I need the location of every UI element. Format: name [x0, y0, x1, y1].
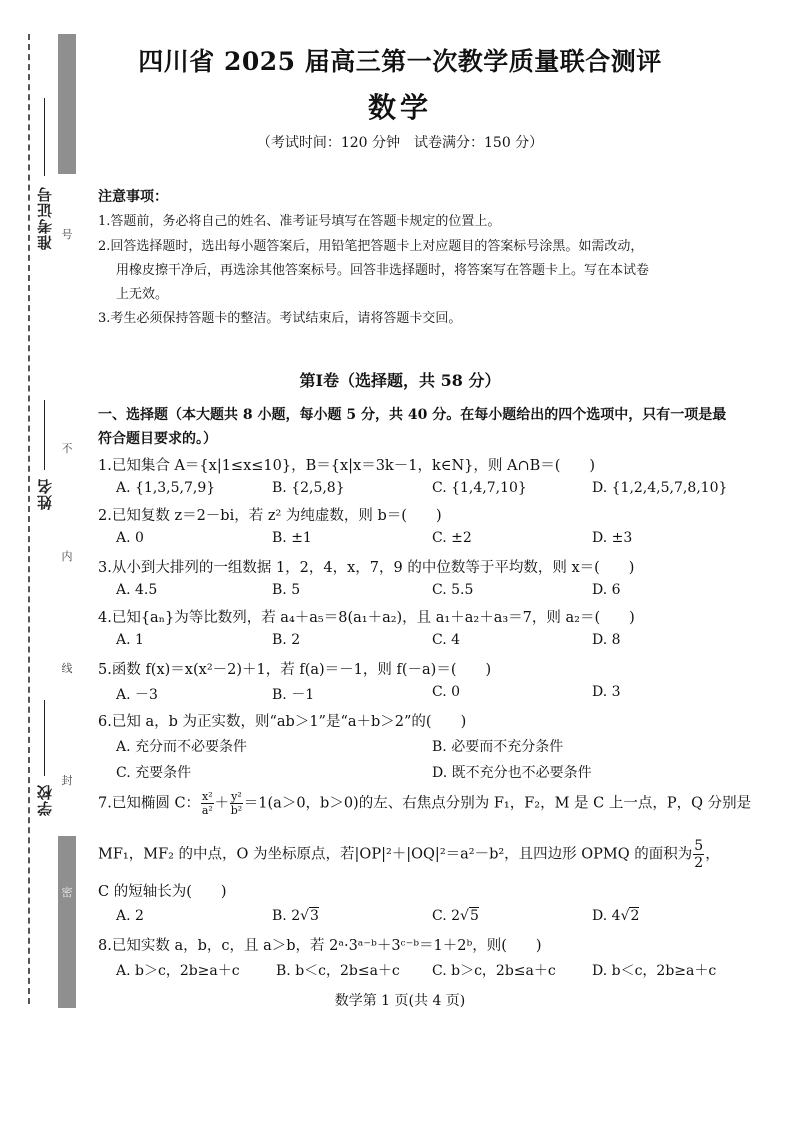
notice-title: 注意事项： [98, 189, 168, 205]
q6-option-b: B. 必要而不充分条件 [432, 739, 564, 755]
section-intro: 符合题目要求的。） [98, 431, 217, 447]
page-footer: 数学第 1 页(共 4 页) [334, 993, 466, 1009]
q7-option-c: C. 2√5 [432, 908, 479, 924]
question-1-stem: 1.已知集合 A＝{x|1≤x≤10}，B＝{x|x＝3k－1，k∈N}，则 A∩B＝( ) [98, 458, 596, 474]
q2-option-b: B. ±1 [272, 530, 312, 546]
seal-char: 封 [61, 774, 73, 787]
exam-info: （考试时间：120 分钟 试卷满分：150 分） [256, 135, 544, 151]
question-7-line-2: MF₁，MF₂ 的中点，O 为坐标原点，若|OP|²＋|OQ|²＝a²－b²，且四边形 OPMQ 的面积为 $\frac{5}{2}$ ， [98, 838, 720, 871]
q3-option-c: C. 5.5 [432, 582, 474, 598]
q6-option-c: C. 充要条件 [116, 765, 192, 781]
q7-stem-start: 7.已知椭圆 C： [98, 795, 201, 812]
q1-option-b: B. {2,5,8} [272, 480, 345, 496]
q4-option-c: C. 4 [432, 632, 461, 648]
school-label: 学校 [36, 784, 54, 816]
q7-option-d: D. 4√2 [592, 908, 640, 924]
question-7-line-3: C 的短轴长为( ) [98, 884, 227, 900]
q4-option-a: A. 1 [116, 632, 144, 648]
subject-title: 数学 [367, 91, 432, 124]
q5-option-b: B. －1 [272, 687, 315, 703]
question-3-stem: 3.从小到大排列的一组数据 1，2，4，x，7，9 的中位数等于平均数，则 x＝( ) [98, 560, 635, 576]
q6-option-a: A. 充分而不必要条件 [116, 739, 248, 755]
binding-dashed-line [28, 34, 30, 1004]
margin-gray-bar [58, 836, 76, 1008]
school-write-line [44, 700, 45, 776]
notice-item: 1.答题前，务必将自己的姓名、准考证号填写在答题卡规定的位置上。 [98, 214, 501, 229]
question-6-stem: 6.已知 a，b 为正实数，则“ab＞1”是“a＋b＞2”的( ) [98, 714, 467, 730]
question-4-stem: 4.已知{aₙ}为等比数列，若 a₄＋a₅＝8(a₁＋a₂)，且 a₁＋a₂＋a₃＝7，则 a₂＝( ) [98, 610, 635, 626]
q4-option-b: B. 2 [272, 632, 301, 648]
question-2-stem: 2.已知复数 z＝2－bi，若 z² 为纯虚数，则 b＝( ) [98, 508, 442, 524]
q5-option-a: A. －3 [116, 687, 158, 703]
section-intro: 一、选择题（本大题共 8 小题，每小题 5 分，共 40 分。在每小题给出的四个选项中，只有一项是最 [98, 407, 727, 423]
q2-option-d: D. ±3 [592, 530, 633, 546]
q8-option-c: C. b＞c，2b≤a＋c [432, 963, 556, 979]
q1-option-c: C. {1,4,7,10} [432, 480, 527, 496]
seal-char: 内 [61, 550, 73, 563]
seal-char: 密 [61, 886, 73, 899]
q1-option-d: D. {1,2,4,5,7,8,10} [592, 480, 728, 496]
q5-option-c: C. 0 [432, 684, 461, 700]
q2-option-a: A. 0 [116, 530, 144, 546]
q3-option-b: B. 5 [272, 582, 301, 598]
exam-id-label: 准考证号 [36, 186, 54, 250]
section-title: 第Ⅰ卷（选择题，共 58 分） [299, 371, 501, 390]
q2-option-c: C. ±2 [432, 530, 472, 546]
q3-option-a: A. 4.5 [116, 582, 158, 598]
notice-item: 用橡皮擦干净后，再选涂其他答案标号。回答非选择题时，将答案写在答题卡上。写在本试卷 [116, 263, 650, 278]
q7-option-a: A. 2 [116, 908, 144, 924]
seal-char: 号 [61, 228, 73, 241]
notice-item: 上无效。 [116, 287, 169, 302]
question-7-stem: 7.已知椭圆 C： $\frac{\text{x²}}{\text{a²}}$ ＋ $\frac{\text{y²}}{\text{b²}}$ ＝1(a＞0，b＞0)的左、右焦点分别为 F₁，F₂，M 是 C 上一点，P，Q 分别是 [98, 790, 752, 817]
q7-stem-rest: ＝1(a＞0，b＞0)的左、右焦点分别为 F₁，F₂，M 是 C 上一点，P，Q 分别是 [243, 795, 752, 812]
q7-fraction-y: $\frac{\text{y²}}{\text{b²}}$ [230, 790, 243, 817]
q1-option-a: A. {1,3,5,7,9} [116, 480, 216, 496]
notice-item: 3.考生必须保持答题卡的整洁。考试结束后，请将答题卡交回。 [98, 311, 462, 326]
seal-char: 线 [61, 662, 73, 675]
question-8-stem: 8.已知实数 a，b，c，且 a＞b，若 2ᵃ·3ᵃ⁻ᵇ＋3ᶜ⁻ᵇ＝1＋2ᵇ，则( ) [98, 938, 542, 954]
q8-option-a: A. b＞c，2b≥a＋c [116, 963, 240, 979]
notice-item: 2.回答选择题时，选出每小题答案后，用铅笔把答题卡上对应题目的答案标号涂黑。如需改动， [98, 239, 644, 254]
q4-option-d: D. 8 [592, 632, 621, 648]
q5-option-d: D. 3 [592, 684, 621, 700]
q7-option-b: B. 2√3 [272, 908, 319, 924]
q6-option-d: D. 既不充分也不必要条件 [432, 765, 592, 781]
seal-char: 不 [61, 442, 73, 455]
q8-option-b: B. b＜c，2b≤a＋c [276, 963, 400, 979]
q7-fraction-x: $\frac{\text{x²}}{\text{a²}}$ [201, 790, 213, 817]
name-label: 姓名 [36, 478, 54, 510]
name-write-line [44, 400, 45, 470]
q8-option-d: D. b＜c，2b≥a＋c [592, 963, 717, 979]
question-5-stem: 5.函数 f(x)＝x(x²－2)＋1，若 f(a)＝－1，则 f(－a)＝( ) [98, 662, 492, 678]
exam-title: 四川省 2025 届高三第一次教学质量联合测评 [138, 47, 662, 76]
q7-area-fraction: $\frac{5}{2}$ [694, 838, 704, 871]
q3-option-d: D. 6 [592, 582, 621, 598]
